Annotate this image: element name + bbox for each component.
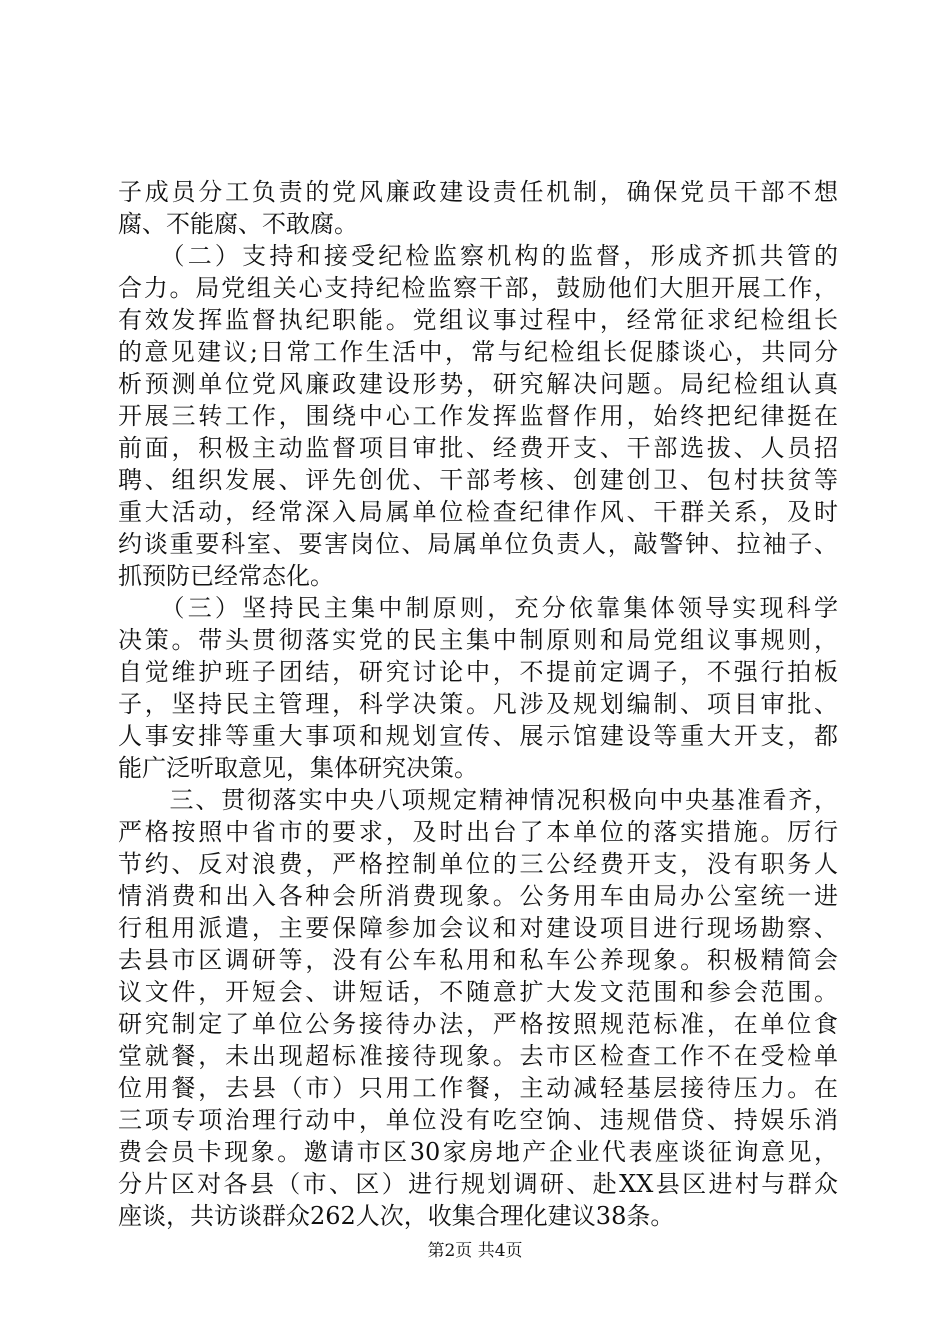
text-line: （二）支持和接受纪检监察机构的监督，形成齐抓共管的 [118,242,838,270]
text-line: 子，坚持民主管理，科学决策。凡涉及规划编制、项目审批、 [118,690,838,718]
text-line: 研究制定了单位公务接待办法，严格按照规范标准，在单位食 [118,1010,838,1038]
text-line: 前面，积极主动监督项目审批、经费开支、干部选拔、人员招 [118,434,838,462]
text-line: 子成员分工负责的党风廉政建设责任机制，确保党员干部不想 [118,178,838,206]
text-line: 合力。局党组关心支持纪检监察干部，鼓励他们大胆开展工作， [118,274,838,302]
text-line: 位用餐，去县（市）只用工作餐，主动减轻基层接待压力。在 [118,1074,838,1102]
text-line: 三、贯彻落实中央八项规定精神情况积极向中央基准看齐， [118,786,838,814]
text-line: 决策。带头贯彻落实党的民主集中制原则和局党组议事规则， [118,626,838,654]
text-line: （三）坚持民主集中制原则，充分依靠集体领导实现科学 [118,594,838,622]
text-line: 行租用派遣，主要保障参加会议和对建设项目进行现场勘察、 [118,914,838,942]
text-line: 抓预防已经常态化。 [118,562,334,590]
page-footer: 第2页 共4页 [427,1241,523,1261]
text-line: 约谈重要科室、要害岗位、局属单位负责人，敲警钟、拉袖子、 [118,530,838,558]
text-line: 人事安排等重大事项和规划宣传、展示馆建设等重大开支，都 [118,722,838,750]
text-line: 自觉维护班子团结，研究讨论中，不提前定调子，不强行拍板 [118,658,838,686]
text-line: 情消费和出入各种会所消费现象。公务用车由局办公室统一进 [118,882,838,910]
text-line: 去县市区调研等，没有公车私用和私车公养现象。积极精简会 [118,946,838,974]
text-line: 三项专项治理行动中，单位没有吃空饷、违规借贷、持娱乐消 [118,1106,838,1134]
text-line: 分片区对各县（市、区）进行规划调研、赴XX县区进村与群众 [118,1170,838,1198]
text-line: 节约、反对浪费，严格控制单位的三公经费开支，没有职务人 [118,850,838,878]
text-line: 费会员卡现象。邀请市区30家房地产企业代表座谈征询意见， [118,1138,838,1166]
text-line: 能广泛听取意见，集体研究决策。 [118,754,478,782]
text-line: 重大活动，经常深入局属单位检查纪律作风、干群关系，及时 [118,498,838,526]
text-line: 座谈，共访谈群众262人次，收集合理化建议38条。 [118,1202,675,1230]
text-line: 有效发挥监督执纪职能。党组议事过程中，经常征求纪检组长 [118,306,838,334]
text-line: 堂就餐，未出现超标准接待现象。去市区检查工作不在受检单 [118,1042,838,1070]
text-line: 议文件，开短会、讲短话，不随意扩大发文范围和参会范围。 [118,978,838,1006]
text-line: 腐、不能腐、不敢腐。 [118,210,358,238]
text-line: 的意见建议;日常工作生活中，常与纪检组长促膝谈心，共同分 [118,338,838,366]
text-line: 开展三转工作，围绕中心工作发挥监督作用，始终把纪律挺在 [118,402,838,430]
text-line: 析预测单位党风廉政建设形势，研究解决问题。局纪检组认真 [118,370,838,398]
text-line: 聘、组织发展、评先创优、干部考核、创建创卫、包村扶贫等 [118,466,838,494]
text-line: 严格按照中省市的要求，及时出台了本单位的落实措施。厉行 [118,818,838,846]
